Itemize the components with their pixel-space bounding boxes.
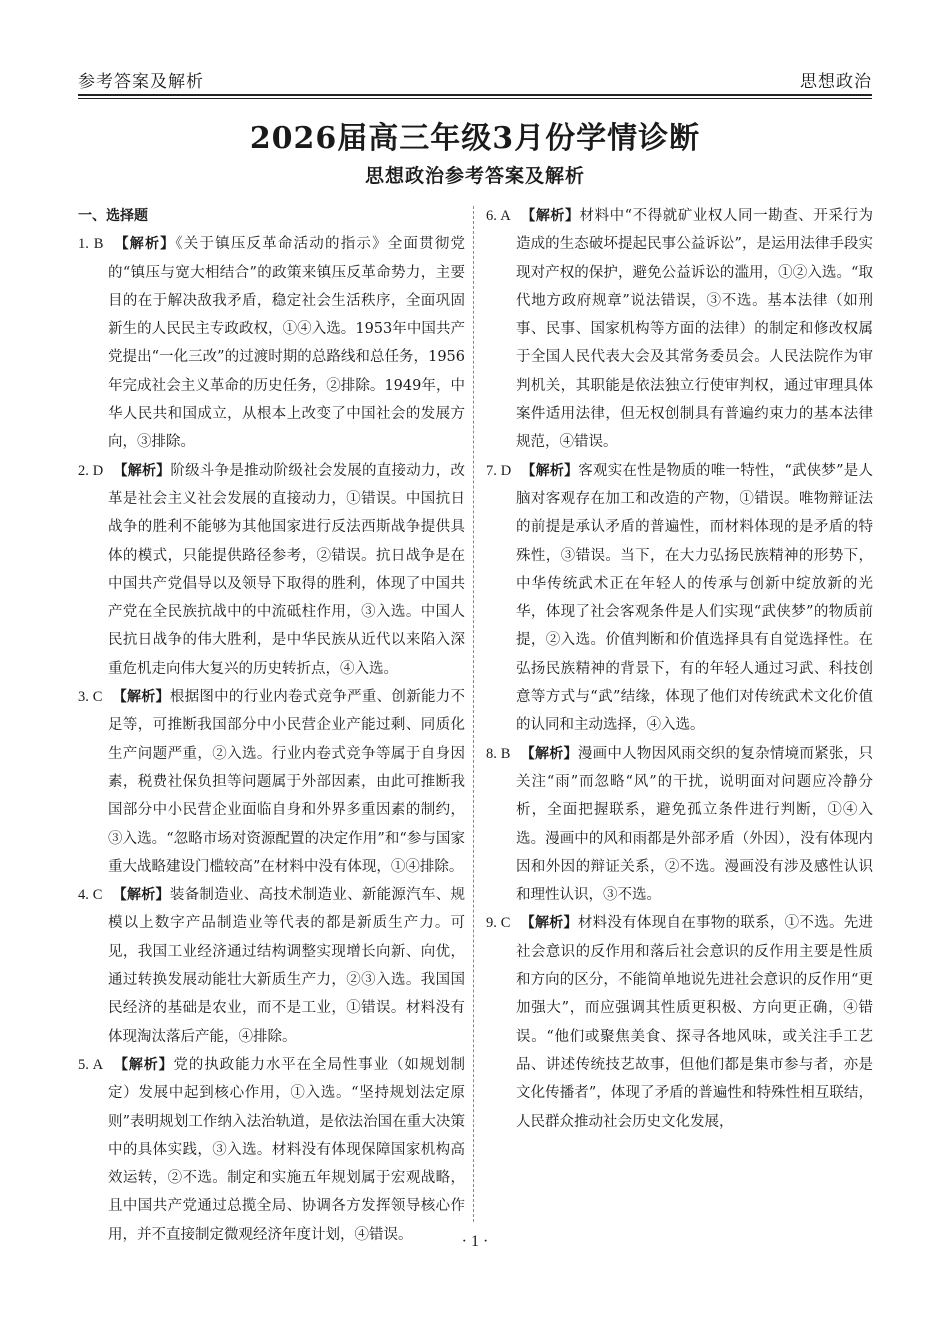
question-number: 9. C bbox=[486, 915, 511, 932]
question-number: 3. C bbox=[78, 689, 103, 706]
column-divider bbox=[473, 206, 474, 1222]
question-number: 5. A bbox=[78, 1056, 104, 1073]
question-explanation: 材料没有体现自在事物的联系，①不选。先进社会意识的反作用和落后社会意识的反作用主要是性质和方向的区分，不能简单地说先进社会意识的反作用“更加强大”，而应强调其性质更积极、方向更正确，④错误。“他们或聚焦美食、探寻各地风味，或关注手工艺品、讲述传统技艺故事，但他们都是集市参与者，亦是文化传播者”，体现了矛盾的普遍性和特殊性相互联结，人民群众推动社会历史文化发展， bbox=[516, 915, 874, 1130]
question-4 bbox=[78, 881, 465, 1051]
question-2 bbox=[78, 457, 465, 683]
analysis-tag: 【解析】 bbox=[520, 915, 578, 932]
question-1 bbox=[78, 230, 465, 456]
page-number: · 1 · bbox=[461, 1233, 489, 1250]
analysis-tag: 【解析】 bbox=[113, 1056, 174, 1073]
analysis-tag: 【解析】 bbox=[112, 689, 170, 706]
analysis-tag: 【解析】 bbox=[520, 208, 580, 224]
header-rule bbox=[78, 94, 872, 99]
question-number: 8. B bbox=[486, 745, 511, 762]
right-column bbox=[486, 202, 873, 1136]
question-8 bbox=[486, 740, 873, 910]
question-explanation: 漫画中人物因风雨交织的复杂情境而紧张，只关注“雨”而忽略“风”的干扰，说明面对问题应冷静分析，全面把握联系，避免孤立条件进行判断，①④入选。漫画中的风和雨都是外部矛盾（外因），没有体现内因和外因的辩证关系，②不选。漫画没有涉及感性认识和理性认识，③不选。 bbox=[516, 745, 874, 904]
question-explanation: 客观实在性是物质的唯一特性，“武侠梦”是人脑对客观存在加工和改造的产物，①错误。唯物辩证法的前提是承认矛盾的普遍性，而材料体现的是矛盾的特殊性，③错误。当下，在大力弘扬民族精神的形势下，中华传统武术正在年轻人的传承与创新中绽放新的光华，体现了社会客观条件是人们实现“武侠梦”的物质前提，②入选。价值判断和价值选择具有自觉选择性。在弘扬民族精神的背景下，有的年轻人通过习武、科技创意等方式与“武”结缘，体现了他们对传统武术文化价值的认同和主动选择，④入选。 bbox=[516, 462, 873, 734]
question-7 bbox=[486, 457, 873, 740]
question-explanation: 材料中“不得就矿业权人同一勘查、开采行为造成的生态破坏提起民事公益诉讼”，是运用法律手段实现对产权的保护，避免公益诉讼的滥用，①②入选。“取代地方政府规章”说法错误，③不选。基本法律（如刑事、民事、国家机构等方面的法律）的制定和修改权属于全国人民代表大会及其常务委员会。人民法院作为审判机关，其职能是依法独立行使审判权，通过审理具体案件适用法律，但无权创制具有普遍约束力的基本法律规范，④错误。 bbox=[516, 208, 873, 451]
left-column bbox=[78, 202, 465, 1249]
question-number: 4. C bbox=[78, 887, 103, 904]
analysis-tag: 【解析】 bbox=[113, 236, 176, 253]
analysis-tag: 【解析】 bbox=[521, 462, 579, 479]
question-explanation: 阶级斗争是推动阶级社会发展的直接动力，改革是社会主义社会发展的直接动力，①错误。中国抗日战争的胜利不能够为其他国家进行反法西斯战争提供具体的模式，只能提供路径参考，②错误。抗日战争是在中国共产党倡导以及领导下取得的胜利，体现了中国共产党在全民族抗战中的中流砥柱作用，③入选。中国人民抗日战争的伟大胜利，是中华民族从近代以来陷入深重危机走向伟大复兴的历史转折点，④入选。 bbox=[108, 462, 465, 677]
question-6 bbox=[486, 202, 873, 457]
question-explanation: 根据图中的行业内卷式竞争严重、创新能力不足等，可推断我国部分中小民营企业产能过剩、同质化生产问题严重，②入选。行业内卷式竞争等属于自身因素，税费社保负担等问题属于外部因素，由此可推断我国部分中小民营企业面临自身和外界多重因素的制约，③入选。“忽略市场对资源配置的决定作用”和“参与国家重大战略建设门槛较高”在材料中没有体现，①④排除。 bbox=[108, 689, 466, 875]
question-explanation: 《关于镇压反革命活动的指示》全面贯彻党的“镇压与宽大相结合”的政策来镇压反革命势力，主要目的在于解决敌我矛盾，稳定社会生活秩序，全面巩固新生的人民民主专政政权，①④入选。1953年中国共产党提出“一化三改”的过渡时期的总路线和总任务，1956年完成社会主义革命的历史任务，②排除。1949年，中华人民共和国成立，从根本上改变了中国社会的发展方向，③排除。 bbox=[108, 236, 466, 451]
question-explanation: 装备制造业、高技术制造业、新能源汽车、规模以上数字产品制造业等代表的都是新质生产力。可见，我国工业经济通过结构调整实现增长向新、向优，通过转换发展动能壮大新质生产力，②③入选。我国国民经济的基础是农业，而不是工业，①错误。材料没有体现淘汰落后产能，④排除。 bbox=[108, 887, 466, 1045]
analysis-tag: 【解析】 bbox=[113, 462, 171, 479]
analysis-tag: 【解析】 bbox=[112, 887, 170, 904]
question-number: 6. A bbox=[486, 208, 511, 224]
question-number: 2. D bbox=[78, 462, 104, 479]
page-subtitle: 思想政治参考答案及解析 bbox=[364, 165, 585, 187]
question-5 bbox=[78, 1051, 465, 1249]
question-3 bbox=[78, 683, 465, 881]
header-left-label: 参考答案及解析 bbox=[78, 72, 204, 92]
page-header bbox=[78, 56, 872, 92]
question-number: 7. D bbox=[486, 462, 512, 479]
question-explanation: 党的执政能力水平在全局性事业（如规划制定）发展中起到核心作用，①入选。“坚持规划法定原则”表明规划工作纳入法治轨道，是依法治国在重大决策中的具体实践，③入选。材料没有体现保障国家机构高效运转，②不选。制定和实施五年规划属于宏观战略，且中国共产党通过总揽全局、协调各方发挥领导核心作用，并不直接制定微观经济年度计划，④错误。 bbox=[108, 1056, 466, 1243]
header-right-subject: 思想政治 bbox=[800, 72, 872, 92]
page-title: 2026届高三年级3月份学情诊断 bbox=[249, 121, 701, 156]
question-number: 1. B bbox=[78, 236, 104, 253]
analysis-tag: 【解析】 bbox=[520, 745, 578, 762]
section-heading: 一、选择题 bbox=[78, 208, 148, 224]
question-9 bbox=[486, 909, 873, 1135]
